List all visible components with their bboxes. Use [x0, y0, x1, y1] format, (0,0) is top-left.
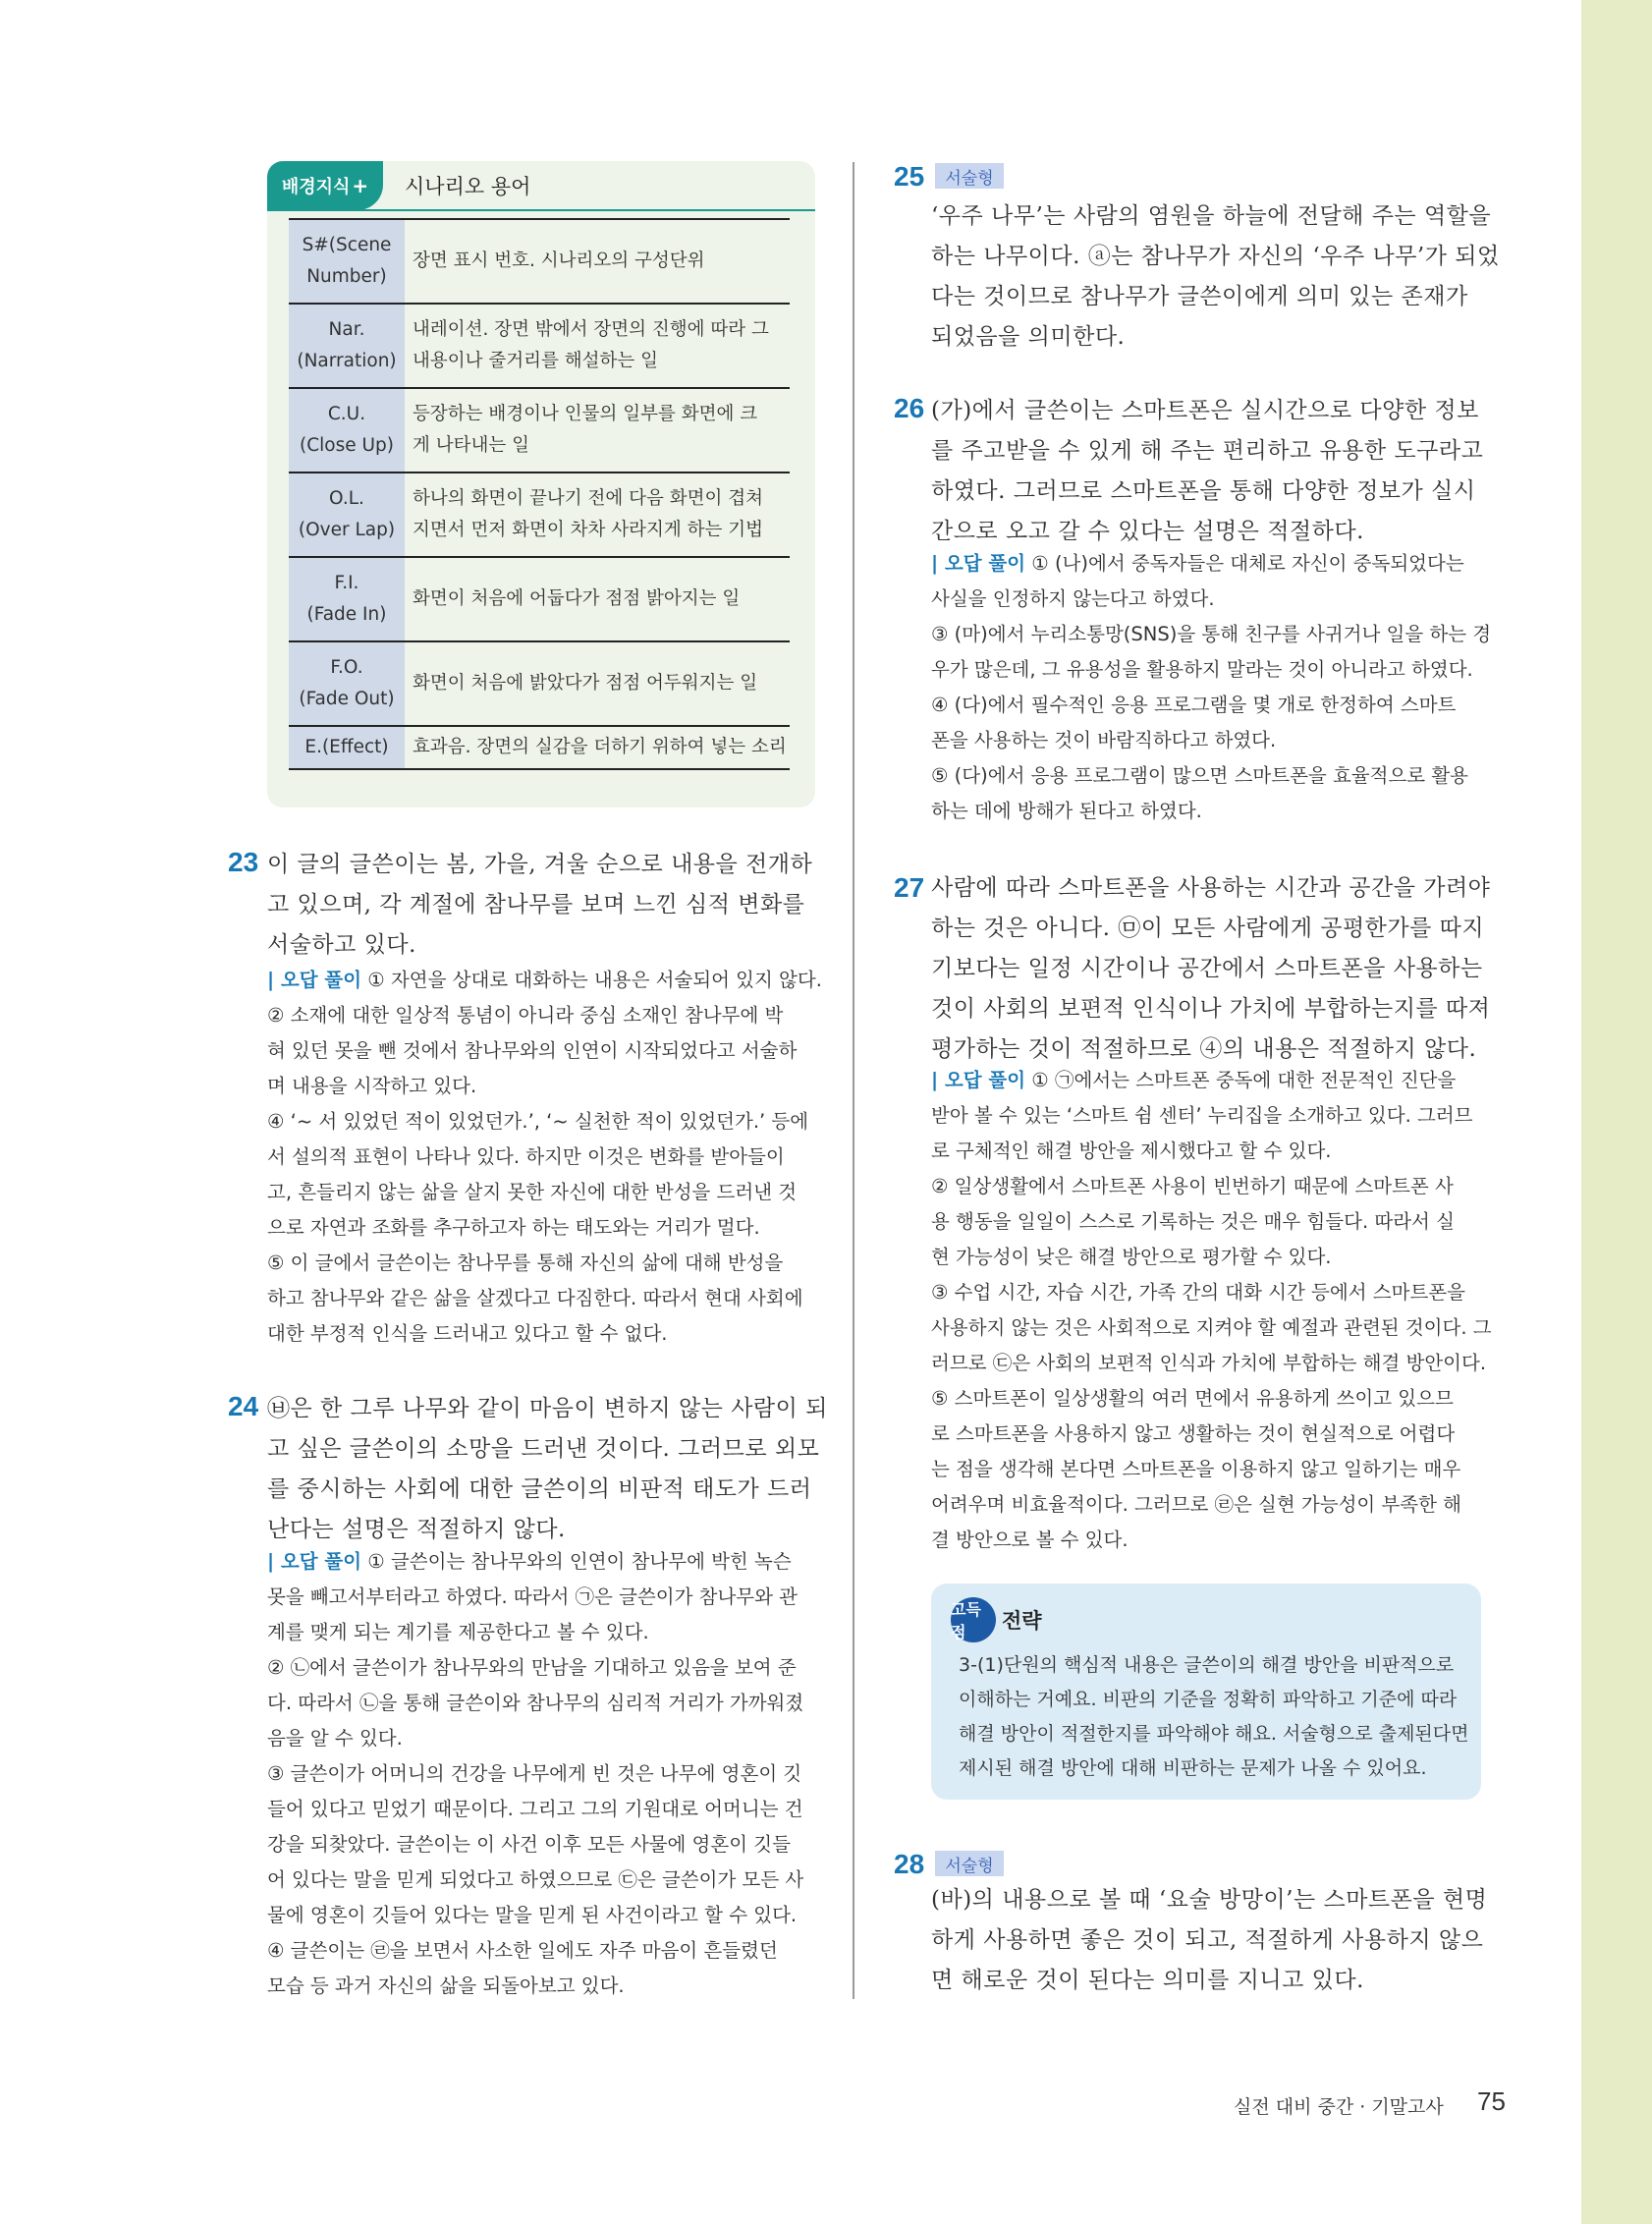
definition-cell — [405, 557, 790, 641]
definition-text: 내레이션. 장면 밖에서 장면의 진행에 따라 그 — [413, 319, 769, 340]
term-cell — [289, 473, 405, 557]
explanation-line: ② 일상생활에서 스마트폰 사용이 빈번하기 때문에 스마트폰 사 — [931, 1175, 1454, 1197]
question-number: 25 — [894, 161, 925, 192]
page-edge-band — [1581, 0, 1652, 2224]
odap-label: | 오답 풀이 — [267, 1550, 362, 1573]
explanation-line: 로 스마트폰을 사용하지 않고 생활하는 것이 현실적으로 어렵다 — [931, 1422, 1456, 1445]
explanation-line: 며 내용을 시작하고 있다. — [267, 1075, 477, 1097]
explanation-line: ⑤ 스마트폰이 일상생활의 여러 면에서 유용하게 쓰이고 있으므 — [931, 1387, 1454, 1410]
explanation-line: ④ 글쓴이는 ㉣을 보면서 사소한 일에도 자주 마음이 흔들렸던 — [267, 1939, 778, 1962]
explanation-line: ① (나)에서 중독자들은 대체로 자신이 중독되었다는 — [1031, 552, 1464, 575]
answer-line: 간으로 오고 갈 수 있다는 설명은 적절하다. — [931, 519, 1364, 544]
definition-cell — [405, 304, 790, 388]
explanation-line: 하고 참나무와 같은 삶을 살겠다고 다짐한다. 따라서 현대 사회에 — [267, 1287, 803, 1309]
explanation-line: 대한 부정적 인식을 드러내고 있다고 할 수 없다. — [267, 1322, 668, 1345]
column-divider — [853, 162, 854, 1999]
term-text: (Over Lap) — [298, 520, 396, 540]
explanation-line: ⑤ (다)에서 응용 프로그램이 많으면 스마트폰을 효율적으로 활용 — [931, 764, 1469, 787]
strategy-line: 3-(1)단원의 핵심적 내용은 글쓴이의 해결 방안을 비판적으로 — [959, 1654, 1455, 1676]
q24-explanation — [267, 1544, 803, 2004]
explanation-line: ① ㉠에서는 스마트폰 중독에 대한 전문적인 진단을 — [1031, 1069, 1457, 1091]
explanation-line: 어 있다는 말을 믿게 되었다고 하였으므로 ㉢은 글쓴이가 모든 사 — [267, 1868, 804, 1891]
answer-line: 이 글의 글쓴이는 봄, 가을, 겨울 순으로 내용을 전개하 — [267, 852, 813, 877]
term-row — [289, 726, 790, 769]
answer-line: (바)의 내용으로 볼 때 ‘요술 방망이’는 스마트폰을 현명 — [931, 1887, 1488, 1913]
explanation-line: 사용하지 않는 것은 사회적으로 지켜야 할 예절과 관련된 것이다. 그 — [931, 1316, 1492, 1339]
background-knowledge-box — [267, 161, 815, 807]
answer-line: 서술하고 있다. — [267, 932, 416, 958]
term-text: (Fade Out) — [299, 689, 395, 709]
explanation-line: ⑤ 이 글에서 글쓴이는 참나무를 통해 자신의 삶에 대해 반성을 — [267, 1251, 784, 1274]
question-number: 23 — [228, 847, 259, 877]
q23-explanation — [267, 963, 822, 1352]
explanation-line: 모습 등 과거 자신의 삶을 되돌아보고 있다. — [267, 1974, 625, 1997]
explanation-line: 는 점을 생각해 본다면 스마트폰을 이용하지 않고 일하기는 매우 — [931, 1458, 1461, 1480]
answer-line: 하게 사용하면 좋은 것이 되고, 적절하게 사용하지 않으 — [931, 1927, 1484, 1953]
definition-cell — [405, 219, 790, 304]
definition-text: 등장하는 배경이나 인물의 일부를 화면에 크 — [413, 404, 758, 424]
term-row — [289, 473, 790, 557]
q26-explanation — [931, 546, 1491, 829]
strategy-badge: 고득점 — [951, 1597, 996, 1642]
answer-line: 난다는 설명은 적절하지 않다. — [267, 1517, 566, 1542]
explanation-line: 고, 흔들리지 않는 삶을 살지 못한 자신에 대한 반성을 드러낸 것 — [267, 1181, 798, 1203]
answer-line: 기보다는 일정 시간이나 공간에서 스마트폰을 사용하는 — [931, 956, 1483, 981]
explanation-line: ③ 글쓴이가 어머니의 건강을 나무에게 빈 것은 나무에 영혼이 깃 — [267, 1762, 802, 1785]
q23-answer — [267, 845, 812, 966]
definition-cell — [405, 641, 790, 726]
explanation-line: 어려우며 비효율적이다. 그러므로 ㉣은 실현 가능성이 부족한 해 — [931, 1493, 1462, 1516]
answer-line: 하는 나무이다. ⓐ는 참나무가 자신의 ‘우주 나무’가 되었 — [931, 244, 1500, 269]
question-number: 24 — [228, 1391, 259, 1421]
explanation-line: 다. 따라서 ㉡을 통해 글쓴이와 참나무의 심리적 거리가 가까워졌 — [267, 1692, 804, 1714]
term-text: F.I. — [334, 573, 359, 593]
box-title: 시나리오 용어 — [405, 175, 531, 198]
explanation-line: 우가 많은데, 그 유용성을 활용하지 말라는 것이 아니라고 하였다. — [931, 658, 1473, 681]
explanation-line: 으로 자연과 조화를 추구하고자 하는 태도와는 거리가 멀다. — [267, 1216, 760, 1239]
term-text: E.(Effect) — [304, 737, 389, 757]
answer-line: 를 중시하는 사회에 대한 글쓴이의 비판적 태도가 드러 — [267, 1476, 812, 1502]
term-cell — [289, 388, 405, 473]
essay-type-tag: 서술형 — [935, 1851, 1004, 1876]
term-text: F.O. — [330, 657, 363, 678]
answer-line: 고 싶은 글쓴이의 소망을 드러낸 것이다. 그러므로 외모 — [267, 1436, 820, 1462]
definition-text: 효과음. 장면의 실감을 더하기 위하여 넣는 소리 — [413, 737, 787, 757]
answer-line: 하는 것은 아니다. ㉤이 모든 사람에게 공평한가를 따지 — [931, 916, 1485, 941]
definition-text: 장면 표시 번호. 시나리오의 구성단위 — [413, 250, 705, 271]
explanation-line: 강을 되찾았다. 글쓴이는 이 사건 이후 모든 사물에 영혼이 깃들 — [267, 1833, 791, 1856]
answer-line: ‘우주 나무’는 사람의 염원을 하늘에 전달해 주는 역할을 — [931, 203, 1492, 229]
header-divider — [267, 209, 815, 211]
strategy-title: 전략 — [1002, 1609, 1042, 1633]
q27-explanation — [931, 1063, 1492, 1558]
answer-line: 되었음을 의미한다. — [931, 324, 1126, 350]
explanation-line: ① 글쓴이는 참나무와의 인연이 참나무에 박힌 녹슨 — [367, 1550, 792, 1573]
definition-text: 게 나타내는 일 — [413, 435, 529, 456]
strategy-box — [931, 1584, 1481, 1800]
background-knowledge-header — [267, 161, 815, 210]
essay-type-tag: 서술형 — [935, 163, 1004, 189]
explanation-line: 폰을 사용하는 것이 바람직하다고 하였다. — [931, 729, 1277, 751]
answer-line: 것이 사회의 보편적 인식이나 가치에 부합하는지를 따져 — [931, 996, 1491, 1022]
definition-text: 화면이 처음에 어둡다가 점점 밝아지는 일 — [413, 588, 741, 609]
term-text: C.U. — [327, 404, 366, 424]
explanation-line: ① 자연을 상대로 대화하는 내용은 서술되어 있지 않다. — [367, 969, 822, 991]
term-text: (Narration) — [297, 351, 397, 371]
term-text: (Fade In) — [306, 604, 387, 625]
term-cell — [289, 726, 405, 769]
explanation-line: ③ 수업 시간, 자습 시간, 가족 간의 대화 시간 등에서 스마트폰을 — [931, 1281, 1465, 1304]
explanation-line: 못을 빼고서부터라고 하였다. 따라서 ㉠은 글쓴이가 참나무와 관 — [267, 1585, 798, 1608]
explanation-line: ③ (마)에서 누리소통망(SNS)을 통해 친구를 사귀거나 일을 하는 경 — [931, 623, 1492, 645]
answer-line: 면 해로운 것이 된다는 의미를 지니고 있다. — [931, 1968, 1364, 1993]
explanation-line: 혀 있던 못을 뺀 것에서 참나무와의 인연이 시작되었다고 서술하 — [267, 1039, 798, 1062]
q28-answer — [931, 1880, 1487, 2001]
q24-answer — [267, 1389, 828, 1550]
tag-label: 배경지식 — [281, 177, 351, 197]
question-number: 27 — [894, 872, 925, 903]
explanation-line: 현 가능성이 낮은 해결 방안으로 평가할 수 있다. — [931, 1246, 1332, 1268]
definition-text: 하나의 화면이 끝나기 전에 다음 화면이 겹쳐 — [413, 488, 763, 509]
odap-label: | 오답 풀이 — [267, 969, 362, 991]
strategy-line: 제시된 해결 방안에 대해 비판하는 문제가 나올 수 있어요. — [959, 1757, 1427, 1779]
answer-line: 를 주고받을 수 있게 해 주는 편리하고 유용한 도구라고 — [931, 438, 1484, 464]
term-text: S#(Scene — [302, 235, 392, 255]
explanation-line: 물에 영혼이 깃들어 있다는 말을 믿게 된 사건이라고 할 수 있다. — [267, 1904, 798, 1926]
term-row — [289, 641, 790, 726]
explanation-line: ② 소재에 대한 일상적 통념이 아니라 중심 소재인 참나무에 박 — [267, 1004, 784, 1027]
term-cell — [289, 557, 405, 641]
term-text: O.L. — [329, 488, 364, 509]
term-text: Number) — [306, 266, 387, 287]
term-cell — [289, 219, 405, 304]
explanation-line: 서 설의적 표현이 나타나 있다. 하지만 이것은 변화를 받아들이 — [267, 1145, 785, 1168]
explanation-line: 하는 데에 방해가 된다고 하였다. — [931, 800, 1202, 822]
q26-answer — [931, 391, 1483, 552]
definition-cell — [405, 388, 790, 473]
definition-cell — [405, 473, 790, 557]
answer-line: 다는 것이므로 참나무가 글쓴이에게 의미 있는 존재가 — [931, 284, 1468, 309]
q27-answer — [931, 868, 1490, 1070]
explanation-line: ④ ‘~ 서 있었던 적이 있었던가.’, ‘~ 실천한 적이 있었던가.’ 등에 — [267, 1110, 809, 1133]
strategy-line: 이해하는 거예요. 비판의 기준을 정확히 파악하고 기준에 따라 — [959, 1689, 1458, 1710]
question-number: 26 — [894, 393, 925, 423]
explanation-line: 음을 알 수 있다. — [267, 1727, 403, 1750]
terms-table — [289, 218, 790, 770]
q25-answer — [931, 196, 1500, 358]
definition-cell — [405, 726, 790, 769]
explanation-line: 용 행동을 일일이 스스로 기록하는 것은 매우 힘들다. 따라서 실 — [931, 1210, 1455, 1233]
explanation-line: 사실을 인정하지 않는다고 하였다. — [931, 587, 1215, 610]
answer-line: ㉥은 한 그루 나무와 같이 마음이 변하지 않는 사람이 되 — [267, 1396, 828, 1421]
odap-label: | 오답 풀이 — [931, 552, 1026, 575]
explanation-line: 결 방안으로 볼 수 있다. — [931, 1529, 1129, 1551]
term-text: (Close Up) — [300, 435, 394, 456]
answer-line: 하였다. 그러므로 스마트폰을 통해 다양한 정보가 실시 — [931, 478, 1476, 504]
answer-line: 사람에 따라 스마트폰을 사용하는 시간과 공간을 가려야 — [931, 875, 1491, 901]
strategy-line: 해결 방안이 적절한지를 파악해야 해요. 서술형으로 출제된다면 — [959, 1723, 1469, 1745]
term-cell — [289, 641, 405, 726]
answer-line: 평가하는 것이 적절하므로 ④의 내용은 적절하지 않다. — [931, 1036, 1477, 1062]
term-cell — [289, 304, 405, 388]
book-section-title: 실전 대비 중간 · 기말고사 — [1234, 2096, 1444, 2118]
definition-text: 내용이나 줄거리를 해설하는 일 — [413, 351, 658, 371]
page-number: 75 — [1477, 2086, 1506, 2116]
answer-line: (가)에서 글쓴이는 스마트폰은 실시간으로 다양한 정보 — [931, 398, 1479, 423]
explanation-line: 받아 볼 수 있는 ‘스마트 쉼 센터’ 누리집을 소개하고 있다. 그러므 — [931, 1104, 1473, 1127]
term-row — [289, 219, 790, 304]
definition-text: 화면이 처음에 밝았다가 점점 어두워지는 일 — [413, 673, 758, 694]
explanation-line: 계를 맺게 되는 계기를 제공한다고 볼 수 있다. — [267, 1621, 649, 1643]
question-number: 28 — [894, 1849, 925, 1879]
odap-label: | 오답 풀이 — [931, 1069, 1026, 1091]
explanation-line: 로 구체적인 해결 방안을 제시했다고 할 수 있다. — [931, 1140, 1332, 1162]
answer-line: 고 있으며, 각 계절에 참나무를 보며 느낀 심적 변화를 — [267, 892, 805, 917]
explanation-line: 러므로 ㉢은 사회의 보편적 인식과 가치에 부합하는 해결 방안이다. — [931, 1352, 1487, 1374]
term-text: Nar. — [328, 319, 365, 340]
term-row — [289, 557, 790, 641]
definition-text: 지면서 먼저 화면이 차차 사라지게 하는 기법 — [413, 520, 763, 540]
plus-icon: + — [352, 174, 369, 197]
explanation-line: ④ (다)에서 필수적인 응용 프로그램을 몇 개로 한정하여 스마트 — [931, 694, 1457, 716]
explanation-line: 들어 있다고 믿었기 때문이다. 그리고 그의 기원대로 어머니는 건 — [267, 1798, 803, 1820]
background-knowledge-tag — [267, 161, 383, 210]
term-row — [289, 304, 790, 388]
explanation-line: ② ㉡에서 글쓴이가 참나무와의 만남을 기대하고 있음을 보여 준 — [267, 1656, 797, 1679]
term-row — [289, 388, 790, 473]
strategy-text — [959, 1648, 1468, 1786]
